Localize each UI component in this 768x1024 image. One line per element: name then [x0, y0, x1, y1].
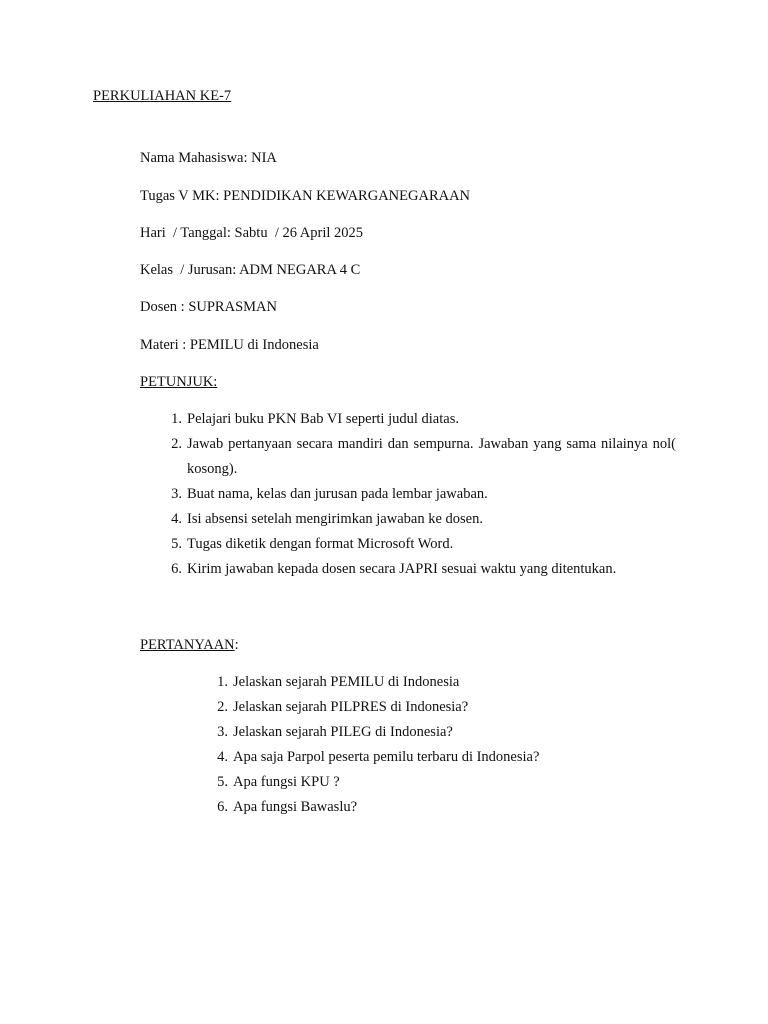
list-item-text: Jelaskan sejarah PILEG di Indonesia? [233, 724, 453, 740]
list-item [160, 507, 676, 532]
list-item [160, 407, 676, 432]
petunjuk-list [160, 407, 676, 582]
list-item [206, 745, 646, 770]
list-item [206, 720, 646, 745]
list-item-number: 5. [171, 536, 182, 552]
info-class: Kelas / Jurusan: ADM NEGARA 4 C [140, 262, 361, 278]
list-item-number: 5. [217, 774, 228, 790]
pertanyaan-heading [140, 637, 239, 654]
pertanyaan-heading-colon: : [234, 637, 239, 653]
list-item-text: Tugas diketik dengan format Microsoft Word. [187, 536, 454, 552]
list-item [206, 795, 646, 820]
document-title: PERKULIAHAN KE-7 [93, 88, 232, 104]
pertanyaan-list [206, 670, 646, 820]
pertanyaan-heading-text: PERTANYAAN [140, 637, 235, 653]
info-student-name: Nama Mahasiswa: NIA [140, 150, 277, 166]
list-item-text: Apa saja Parpol peserta pemilu terbaru di Indonesia? [233, 749, 540, 765]
list-item-text: Apa fungsi Bawaslu? [233, 799, 358, 815]
list-item-number: 1. [171, 411, 182, 427]
info-course: Tugas V MK: PENDIDIKAN KEWARGANEGARAAN [140, 188, 471, 204]
list-item [160, 532, 676, 557]
list-item-text: Buat nama, kelas dan jurusan pada lembar jawaban. [187, 486, 488, 502]
info-date: Hari / Tanggal: Sabtu / 26 April 2025 [140, 225, 364, 241]
list-item [160, 557, 676, 582]
info-topic: Materi : PEMILU di Indonesia [140, 337, 319, 353]
list-item-number: 4. [217, 749, 228, 765]
list-item-text: Isi absensi setelah mengirimkan jawaban ke dosen. [187, 511, 483, 527]
list-item-number: 6. [217, 799, 228, 815]
list-item-number: 2. [217, 699, 228, 715]
list-item [206, 770, 646, 795]
list-item-text: Apa fungsi KPU ? [233, 774, 340, 790]
list-item-number: 2. [171, 436, 182, 452]
list-item [206, 670, 646, 695]
list-item [160, 482, 676, 507]
list-item-text: Kirim jawaban kepada dosen secara JAPRI sesuai waktu yang ditentukan. [187, 561, 617, 577]
list-item-number: 4. [171, 511, 182, 527]
list-item-text: Pelajari buku PKN Bab VI seperti judul diatas. [187, 411, 459, 427]
info-lecturer: Dosen : SUPRASMAN [140, 299, 277, 315]
list-item-number: 6. [171, 561, 182, 577]
list-item-text: Jelaskan sejarah PILPRES di Indonesia? [233, 699, 469, 715]
list-item-number: 3. [171, 486, 182, 502]
list-item-number: 3. [217, 724, 228, 740]
list-item-text: Jelaskan sejarah PEMILU di Indonesia [233, 674, 460, 690]
list-item-number: 1. [217, 674, 228, 690]
list-item [206, 695, 646, 720]
list-item-text: Jawab pertanyaan secara mandiri dan sempurna. Jawaban yang sama nilainya nol( kosong). [187, 436, 676, 477]
petunjuk-heading: PETUNJUK: [140, 374, 218, 390]
list-item [160, 432, 676, 482]
